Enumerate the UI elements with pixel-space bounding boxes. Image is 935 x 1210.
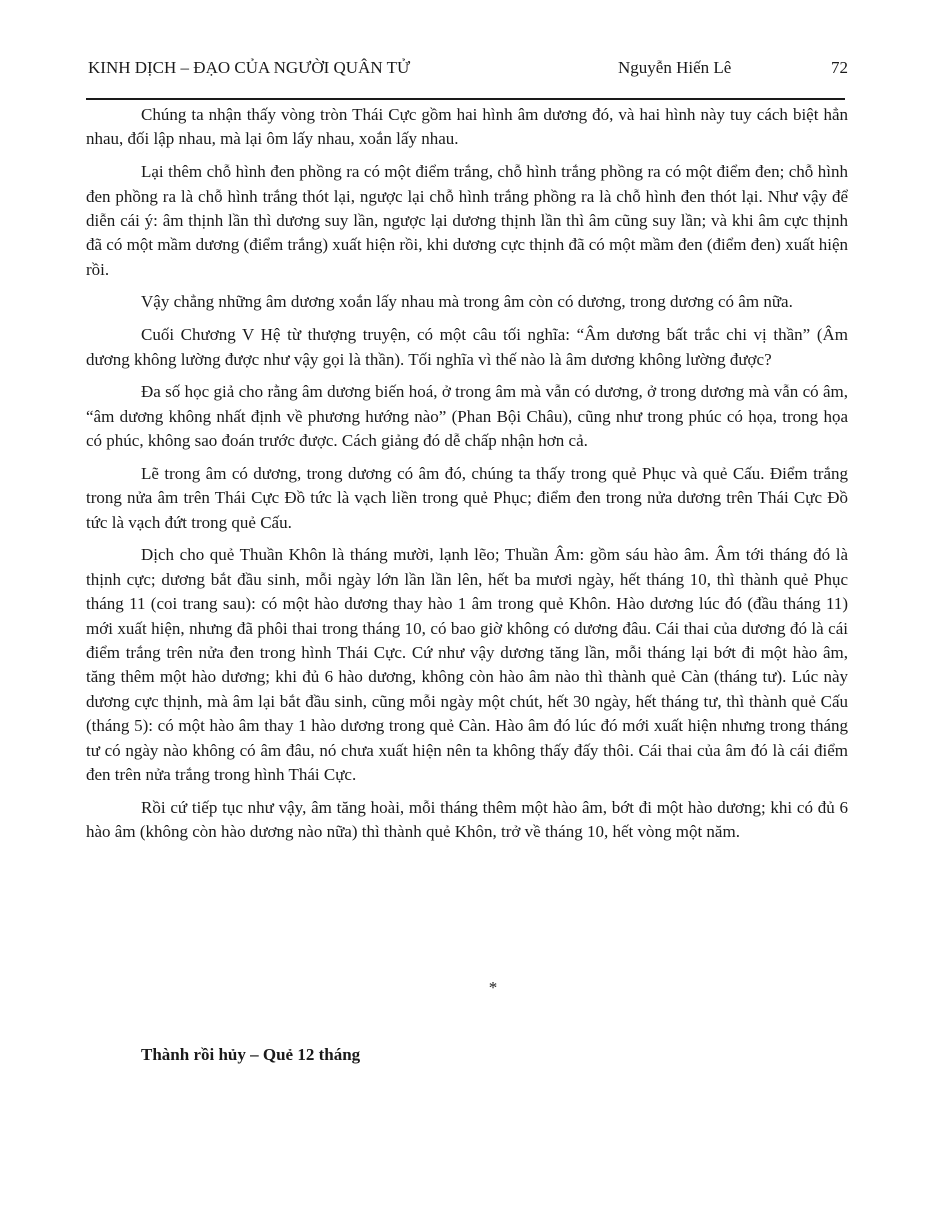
paragraph: Lẽ trong âm có dương, trong dương có âm đó, chúng ta thấy trong quẻ Phục và quẻ Cấu. Điểm trắng trong nửa âm trên Thái Cực Đồ tức là vạch liền trong quẻ Phục; điểm đen trong nửa dương trên Thái Cực Đồ tức là vạch đứt trong quẻ Cấu. [86,463,848,532]
page-header [88,56,848,80]
section-heading: Thành rồi hủy – Quẻ 12 tháng [141,1045,361,1064]
paragraph: Lại thêm chỗ hình đen phồng ra có một điểm trắng, chỗ hình trắng phồng ra có một điểm đen; chỗ hình đen phồng ra là chỗ hình trắng thót lại, ngược lại chỗ hình trắng phồng ra là chỗ hình đen thót lại. Như vậy để diễn cái ý: âm thịnh lần thì dương suy lần, ngược lại dương thịnh lần thì âm cũng suy lần; và khi âm cực thịnh đã có một mầm dương (điểm trắng) xuất hiện rồi, khi dương cực thịnh đã có một mầm đen (điểm đen) xuất hiện rồi. [86,162,848,279]
book-title: KINH DỊCH – ĐẠO CỦA NGƯỜI QUÂN TỬ [88,58,411,77]
paragraph: Dịch cho quẻ Thuần Khôn là tháng mười, lạnh lẽo; Thuần Âm: gồm sáu hào âm. Âm tới tháng đó là thịnh cực; dương bắt đầu sinh, mỗi ngày lớn lần lần lên, hết ba mươi ngày, hết tháng 10, thì thành quẻ Phục tháng 11 (coi trang sau): có một hào dương thay hào 1 âm trong quẻ Khôn. Hào dương lúc đó (đầu tháng 11) mới xuất hiện, nhưng đã phôi thai trong tháng 10, có bao giờ không có dương đâu. Cái thai của dương đó là cái điểm trắng trên nửa đen trong hình Thái Cực. Cứ như vậy dương tăng lần, mỗi tháng lại bớt đi một hào âm, tăng thêm một hào dương; khi đủ 6 hào dương, không còn hào âm nào thì thành quẻ Càn (tháng tư). Lúc này dương cực thịnh, mà âm lại bắt đầu sinh, cũng mỗi ngày một chút, hết 30 ngày, hết tháng tư, thì thành quẻ Cấu (tháng 5): có một hào âm thay 1 hào dương trong quẻ Càn. Hào âm đó lúc đó mới xuất hiện nhưng trong tháng tư có ngày nào không có âm đâu, nó chưa xuất hiện nên ta không thấy đấy thôi. Cái thai của âm đó là cái điểm đen trên nửa trắng trong hình Thái Cực. [86,545,848,784]
paragraph: Rồi cứ tiếp tục như vậy, âm tăng hoài, mỗi tháng thêm một hào âm, bớt đi một hào dương; khi có đủ 6 hào âm (không còn hào dương nào nữa) thì thành quẻ Khôn, trở về tháng 10, hết vòng một năm. [86,797,848,842]
paragraph: Vậy chẳng những âm dương xoắn lấy nhau mà trong âm còn có dương, trong dương có âm nữa. [141,292,793,312]
header-divider [86,98,845,100]
paragraph: Chúng ta nhận thấy vòng tròn Thái Cực gồm hai hình âm dương đó, và hai hình này tuy cách biệt hẳn nhau, đối lập nhau, mà lại ôm lấy nhau, xoắn lấy nhau. [86,105,848,149]
section-separator: * [488,978,498,997]
body-text [86,103,848,853]
page-number: 72 [831,58,848,77]
paragraph: Đa số học giả cho rằng âm dương biến hoá, ở trong âm mà vẫn có dương, ở trong dương mà vẫn có âm, “âm dương không nhất định về phương hướng nào” (Phan Bội Châu), cũng như trong phúc có họa, trong họa có phúc, không sao đoán trước được. Cách giảng đó dễ chấp nhận hơn cả. [86,382,848,451]
paragraph: Cuối Chương V Hệ từ thượng truyện, có một câu tối nghĩa: “Âm dương bất trắc chi vị thần” (Âm dương không lường được như vậy gọi là thần). Tối nghĩa vì thế nào là âm dương không lường được? [86,325,848,369]
author-name: Nguyễn Hiến Lê [618,58,732,77]
